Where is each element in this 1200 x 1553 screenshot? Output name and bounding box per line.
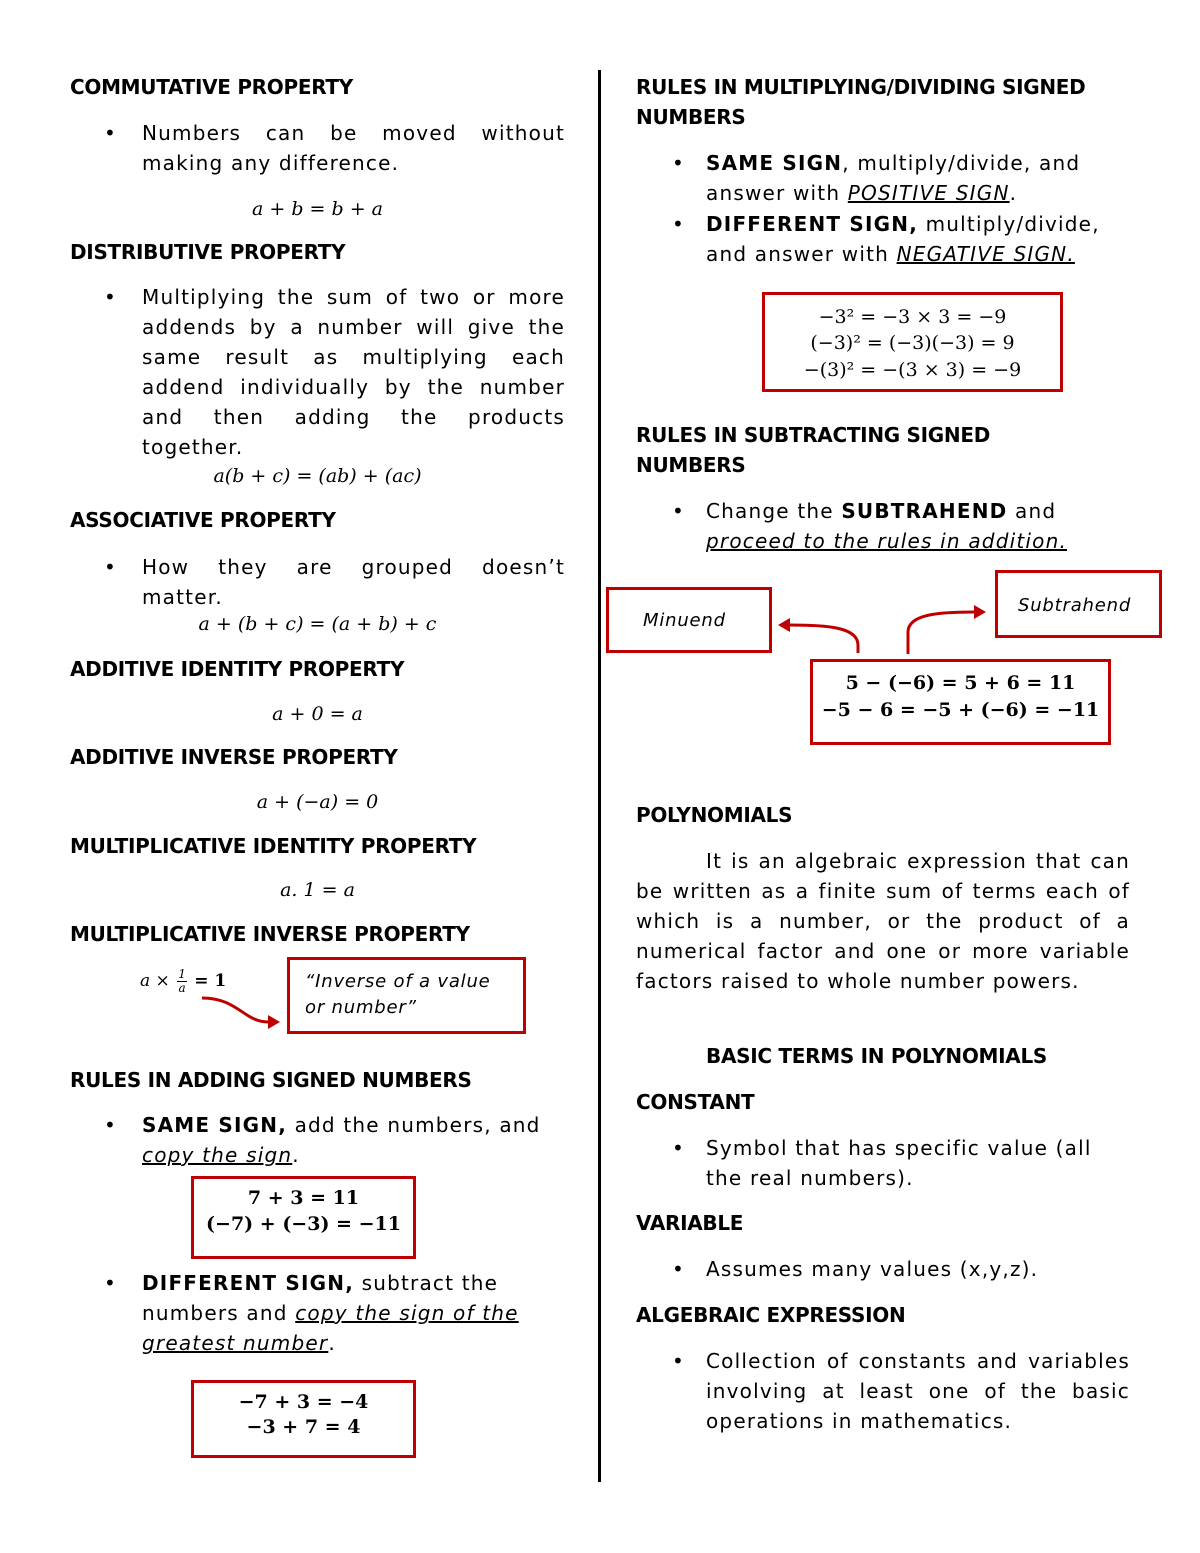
minuend-box [606, 587, 772, 653]
adding-diff-sign-text [142, 1268, 562, 1358]
bullet-icon: • [104, 555, 116, 579]
column-divider [598, 70, 601, 1482]
bullet-icon: • [104, 1113, 116, 1137]
example-line: 5 − (−6) = 5 + 6 = 11 [845, 672, 1076, 694]
subtracting-examples-box [810, 659, 1111, 745]
constant-heading: CONSTANT [636, 1090, 755, 1114]
same-sign-label: SAME SIGN, [142, 1113, 288, 1137]
proceed-rules: proceed to the rules in addition. [706, 529, 1068, 553]
mult-diff-sign-text [706, 209, 1130, 269]
basic-terms-heading: BASIC TERMS IN POLYNOMIALS [706, 1044, 1048, 1068]
example-line: −7 + 3 = −4 [238, 1391, 369, 1413]
inverse-note-text: “Inverse of a value or number” [305, 971, 491, 1018]
example-line: −3 + 7 = 4 [246, 1416, 361, 1438]
adding-signed-heading: RULES IN ADDING SIGNED NUMBERS [70, 1068, 472, 1092]
diff-sign-label: DIFFERENT SIGN, [706, 212, 919, 236]
additive-identity-heading: ADDITIVE IDENTITY PROPERTY [70, 657, 405, 681]
minuend-label: Minuend [643, 610, 726, 631]
commutative-text: Numbers can be moved without making any difference. [142, 121, 565, 175]
period: . [1009, 181, 1018, 205]
text-before: Change the [706, 499, 842, 523]
distributive-heading: DISTRIBUTIVE PROPERTY [70, 240, 346, 264]
diff-sign-desc: multiply/divide, and answer with [706, 212, 1100, 266]
subtrahend-box [995, 570, 1162, 638]
distributive-text: Multiplying the sum of two or more addends by a number will give the same result as multiplying each addend individually by the number and then adding the products together. [142, 285, 565, 459]
text-after: and [1007, 499, 1057, 523]
positive-sign: POSITIVE SIGN [847, 181, 1010, 205]
example-line: −3² = −3 × 3 = −9 [818, 306, 1007, 328]
example-line: (−3)² = (−3)(−3) = 9 [810, 332, 1015, 354]
example-line: 7 + 3 = 11 [247, 1187, 360, 1209]
bullet-icon: • [672, 499, 684, 523]
same-sign-label: SAME SIGN [706, 151, 843, 175]
copy-sign-greatest: copy the sign of the greatest number [142, 1301, 519, 1355]
fraction-numerator: 1 [178, 967, 186, 981]
polynomials-heading: POLYNOMIALS [636, 803, 793, 827]
additive-inverse-heading: ADDITIVE INVERSE PROPERTY [70, 745, 398, 769]
diff-sign-label: DIFFERENT SIGN, [142, 1271, 355, 1295]
bullet-icon: • [672, 1136, 684, 1160]
bullet-icon: • [104, 1271, 116, 1295]
multiplicative-inverse-formula [140, 966, 226, 996]
constant-text: Symbol that has specific value (all the real numbers). [706, 1136, 1092, 1190]
subtrahend-bold: SUBTRAHEND [841, 499, 1008, 523]
example-line: −(3)² = −(3 × 3) = −9 [803, 359, 1022, 381]
example-line: −5 − 6 = −5 + (−6) = −11 [821, 699, 1100, 721]
bullet-icon: • [104, 121, 116, 145]
adding-same-sign-text [142, 1110, 565, 1170]
bullet-icon: • [672, 151, 684, 175]
variable-text: Assumes many values (x,y,z). [706, 1257, 1039, 1281]
period: . [292, 1143, 300, 1167]
commutative-heading: COMMUTATIVE PROPERTY [70, 75, 353, 99]
variable-heading: VARIABLE [636, 1211, 744, 1235]
algebraic-expression-text: Collection of constants and variables involving at least one of the basic operations in mathematics. [706, 1349, 1130, 1433]
example-line: (−7) + (−3) = −11 [206, 1213, 401, 1235]
bullet-icon: • [104, 285, 116, 309]
associative-formula: a + (b + c) = (a + b) + c [198, 613, 437, 635]
diff-sign-examples-box [191, 1380, 416, 1458]
formula-left: a × [140, 971, 170, 991]
copy-the-sign: copy the sign [142, 1143, 293, 1167]
mult-div-heading: RULES IN MULTIPLYING/DIVIDING SIGNED NUMBERS [636, 75, 1086, 129]
distributive-formula: a(b + c) = (ab) + (ac) [213, 465, 422, 487]
same-sign-examples-box [191, 1176, 416, 1259]
bullet-icon: • [672, 1349, 684, 1373]
multiplicative-identity-formula: a. 1 = a [280, 879, 355, 901]
algebraic-expression-heading: ALGEBRAIC EXPRESSION [636, 1303, 906, 1327]
period: . [328, 1331, 336, 1355]
commutative-formula: a + b = b + a [252, 198, 383, 220]
same-sign-desc: , multiply/divide, and answer with [706, 151, 1081, 205]
fraction-denominator: a [178, 981, 186, 995]
bullet-icon: • [672, 1257, 684, 1281]
negative-sign: NEGATIVE SIGN. [896, 242, 1075, 266]
arrow-icon [198, 994, 282, 1034]
associative-heading: ASSOCIATIVE PROPERTY [70, 508, 336, 532]
inverse-note-box [287, 957, 526, 1034]
multiplicative-inverse-heading: MULTIPLICATIVE INVERSE PROPERTY [70, 922, 470, 946]
arrow-icon [900, 600, 992, 656]
multiplicative-identity-heading: MULTIPLICATIVE IDENTITY PROPERTY [70, 834, 477, 858]
fraction [177, 968, 187, 995]
polynomials-text: It is an algebraic expression that can be written as a finite sum of terms each of which is a number, or the product of a numerical factor and one or more variable factors raised to whole number powers. [636, 849, 1130, 993]
subtracting-heading: RULES IN SUBTRACTING SIGNED NUMBERS [636, 423, 991, 477]
additive-inverse-formula: a + (−a) = 0 [256, 791, 379, 813]
arrow-icon [776, 605, 866, 655]
mult-same-sign-text [706, 148, 1130, 208]
associative-text: How they are grouped doesn’t matter. [142, 555, 565, 609]
diff-sign-desc: subtract the numbers and [142, 1271, 499, 1325]
subtracting-text [706, 496, 1130, 556]
formula-right: = 1 [194, 971, 227, 991]
subtrahend-label: Subtrahend [1018, 595, 1132, 616]
same-sign-desc: add the numbers, and [287, 1113, 541, 1137]
bullet-icon: • [672, 212, 684, 236]
mult-examples-box [762, 292, 1063, 392]
additive-identity-formula: a + 0 = a [272, 703, 363, 725]
